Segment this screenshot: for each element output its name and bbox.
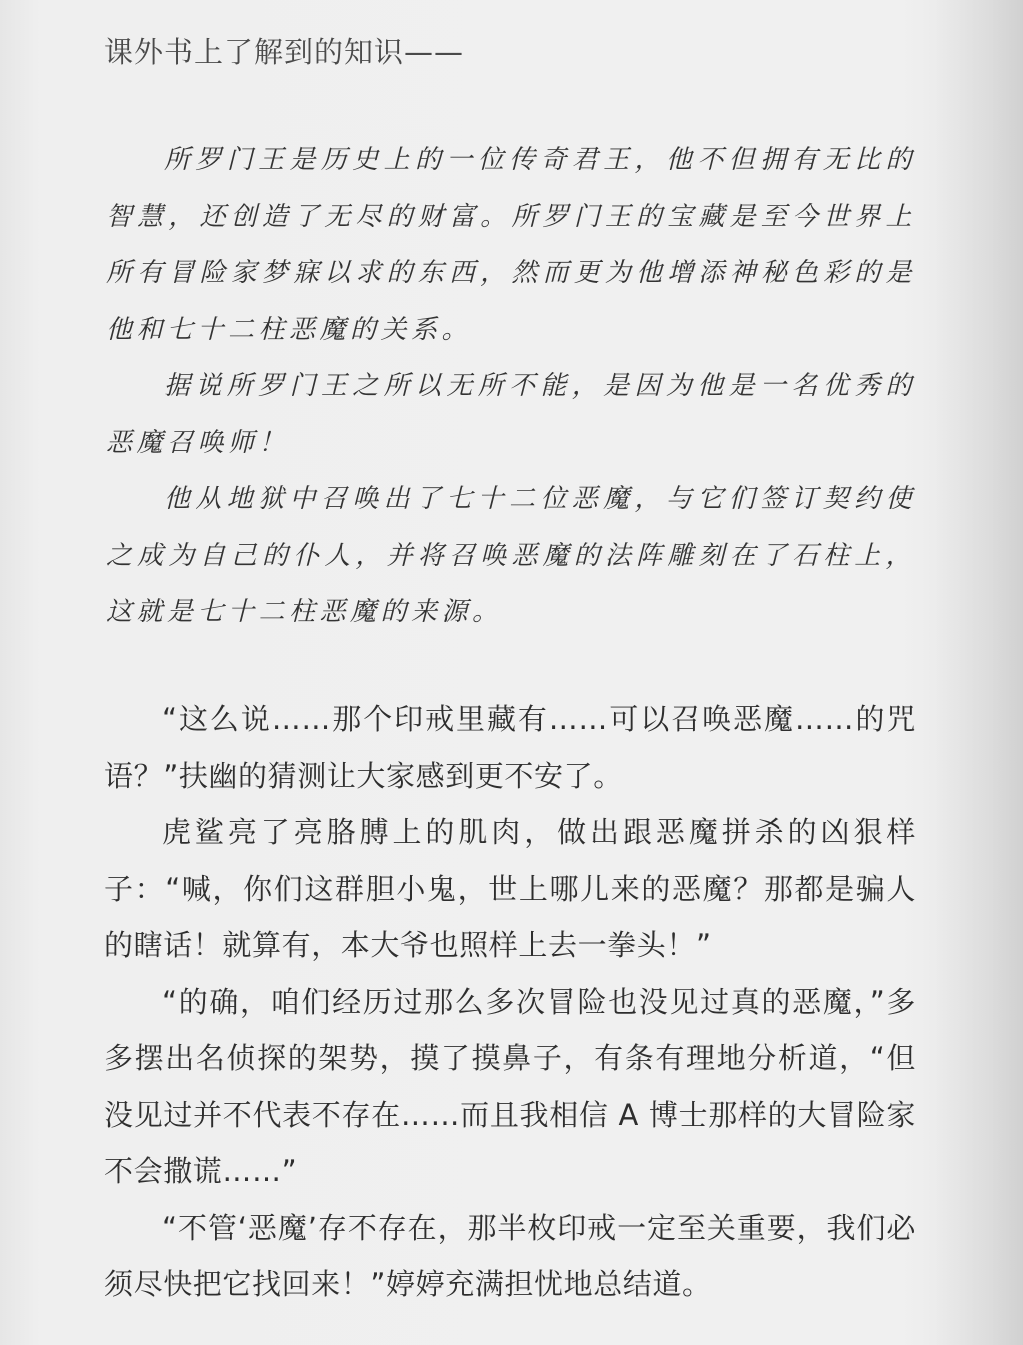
section-heading: 课外书上了解到的知识—— xyxy=(104,35,465,69)
story-paragraph-1: “这么说……那个印戒里藏有……可以召唤恶魔……的咒语？”扶幽的猜测让大家感到更不安了。 xyxy=(104,702,916,793)
info-paragraph-1: 所罗门王是历史上的一位传奇君王，他不但拥有无比的智慧，还创造了无尽的财富。所罗门王的宝藏是至今世界上所有冒险家梦寐以求的东西，然而更为他增添神秘色彩的是他和七十二柱恶魔的关系。 xyxy=(106,145,916,345)
story-paragraph-3: “的确，咱们经历过那么多次冒险也没见过真的恶魔，”多多摆出名侦探的架势，摸了摸鼻子，有条有理地分析道，“但没见过并不代表不存在……而且我相信 A 博士那样的大冒险家不会撒谎……” xyxy=(104,984,916,1188)
story-paragraph-2: 虎鲨亮了亮胳膊上的肌肉，做出跟恶魔拼杀的凶狠样子：“喊，你们这群胆小鬼，世上哪儿来的恶魔？那都是骗人的瞎话！就算有，本大爷也照样上去一拳头！” xyxy=(104,815,916,962)
story-paragraph-4: “不管‘恶魔’存不存在，那半枚印戒一定至关重要，我们必须尽快把它找回来！”婷婷充满担忧地总结道。 xyxy=(104,1210,916,1301)
page-edge-shadow xyxy=(933,0,1023,1345)
story-text xyxy=(104,691,916,1313)
info-paragraph-3: 他从地狱中召唤出了七十二位恶魔，与它们签订契约使之成为自己的仆人，并将召唤恶魔的法阵雕刻在了石柱上，这就是七十二柱恶魔的来源。 xyxy=(106,484,916,627)
info-box xyxy=(106,132,916,641)
info-paragraph-2: 据说所罗门王之所以无所不能，是因为他是一名优秀的恶魔召唤师！ xyxy=(106,371,916,458)
